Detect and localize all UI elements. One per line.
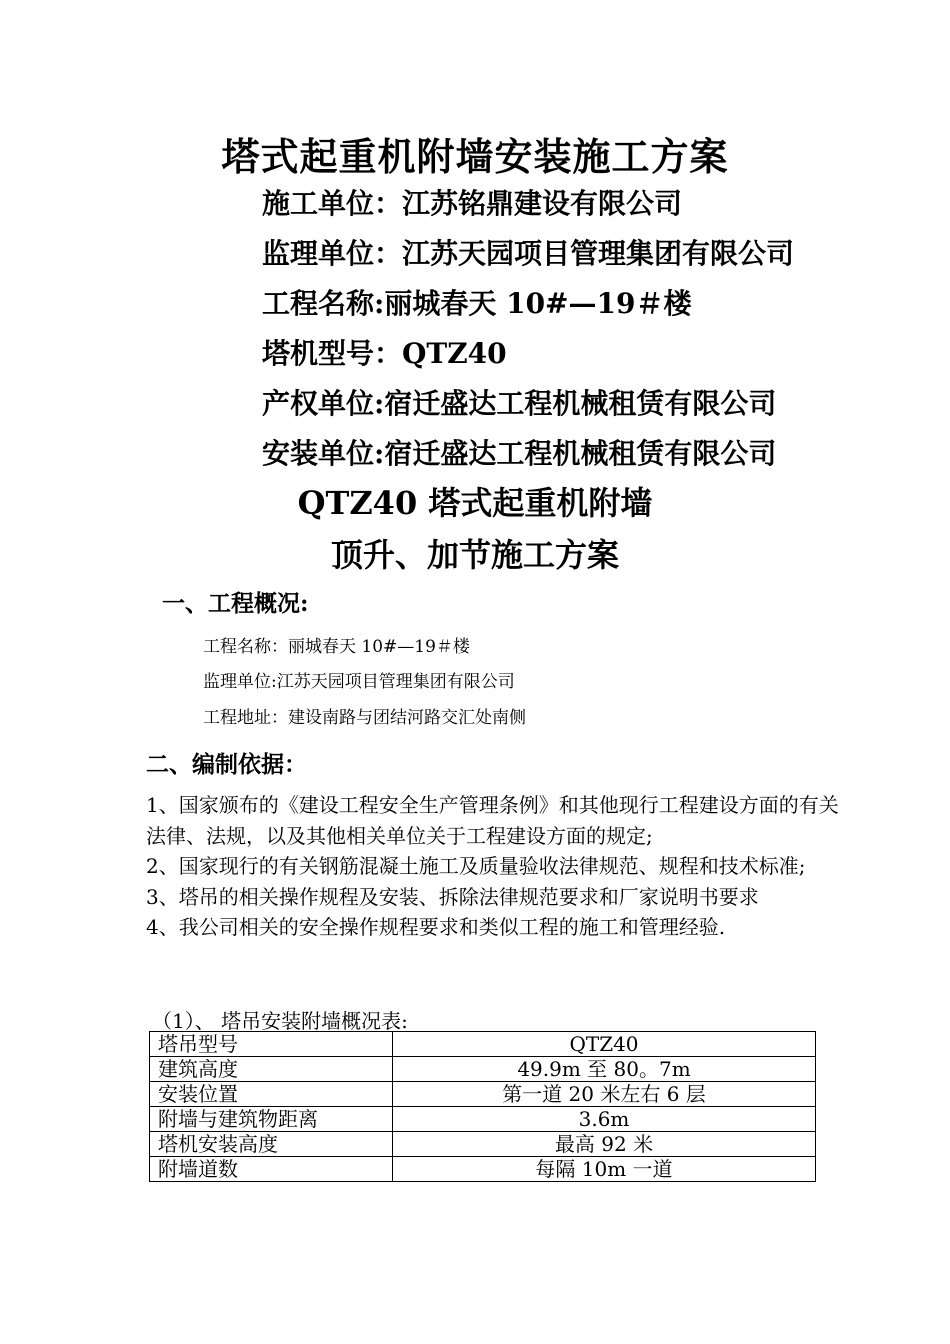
table-cell-label: 安装位置 [150, 1082, 393, 1107]
table-row [150, 1082, 816, 1107]
table-cell-value: 49.9m 至 80。7m [393, 1057, 816, 1082]
basis-list [146, 790, 846, 943]
info-installation-unit: 安装单位:宿迁盛达工程机械租赁有限公司 [262, 437, 777, 470]
table-cell-value: 每隔 10m 一道 [393, 1157, 816, 1182]
table-cell-label: 建筑高度 [150, 1057, 393, 1082]
table-caption: （1）、 塔吊安装附墙概况表: [152, 1009, 408, 1033]
basis-item: 3、塔吊的相关操作规程及安装、拆除法律规范要求和厂家说明书要求 [146, 884, 759, 909]
table-cell-value: 第一道 20 米左右 6 层 [393, 1082, 816, 1107]
overview-project-address: 工程地址：建设南路与团结河路交汇处南侧 [203, 708, 526, 728]
subtitle-line-2: 顶升、加节施工方案 [330, 536, 619, 574]
table-cell-label: 塔吊型号 [150, 1032, 393, 1057]
document-title: 塔式起重机附墙安装施工方案 [221, 134, 729, 179]
overview-supervision-unit: 监理单位:江苏天园项目管理集团有限公司 [203, 672, 515, 692]
basis-item: 4、我公司相关的安全操作规程要求和类似工程的施工和管理经验. [146, 915, 726, 939]
table-cell-value: QTZ40 [393, 1032, 816, 1057]
table-cell-label: 塔机安装高度 [150, 1132, 393, 1157]
table-row [150, 1107, 816, 1132]
section-basis-heading: 二、编制依据： [146, 751, 307, 778]
table-row [150, 1157, 816, 1182]
table-row [150, 1057, 816, 1082]
table-cell-value: 3.6m [393, 1107, 816, 1132]
section-overview-heading: 一、工程概况: [162, 590, 309, 617]
table-row [150, 1032, 816, 1057]
info-property-unit: 产权单位:宿迁盛达工程机械租赁有限公司 [262, 387, 777, 420]
table-cell-label: 附墙与建筑物距离 [150, 1107, 393, 1132]
info-construction-unit: 施工单位：江苏铭鼎建设有限公司 [262, 187, 683, 220]
info-supervision-unit: 监理单位：江苏天园项目管理集团有限公司 [262, 237, 795, 270]
info-crane-model: 塔机型号：QTZ40 [262, 337, 507, 370]
basis-item: 2、国家现行的有关钢筋混凝土施工及质量验收法律规范、规程和技术标准; [146, 854, 806, 878]
table-row [150, 1132, 816, 1157]
table-cell-value: 最高 92 米 [393, 1132, 816, 1157]
subtitle-line-1: QTZ40 塔式起重机附墙 [297, 484, 653, 522]
basis-item: 1、国家颁布的《建设工程安全生产管理条例》和其他现行工程建设方面的有关法律、法规，以及其他相关单位关于工程建设方面的规定; [146, 793, 839, 848]
info-project-name: 工程名称:丽城春天 10#—19＃楼 [262, 287, 692, 320]
overview-project-name: 工程名称：丽城春天 10#—19＃楼 [203, 637, 470, 657]
table-cell-label: 附墙道数 [150, 1157, 393, 1182]
crane-attachment-table [149, 1031, 816, 1182]
